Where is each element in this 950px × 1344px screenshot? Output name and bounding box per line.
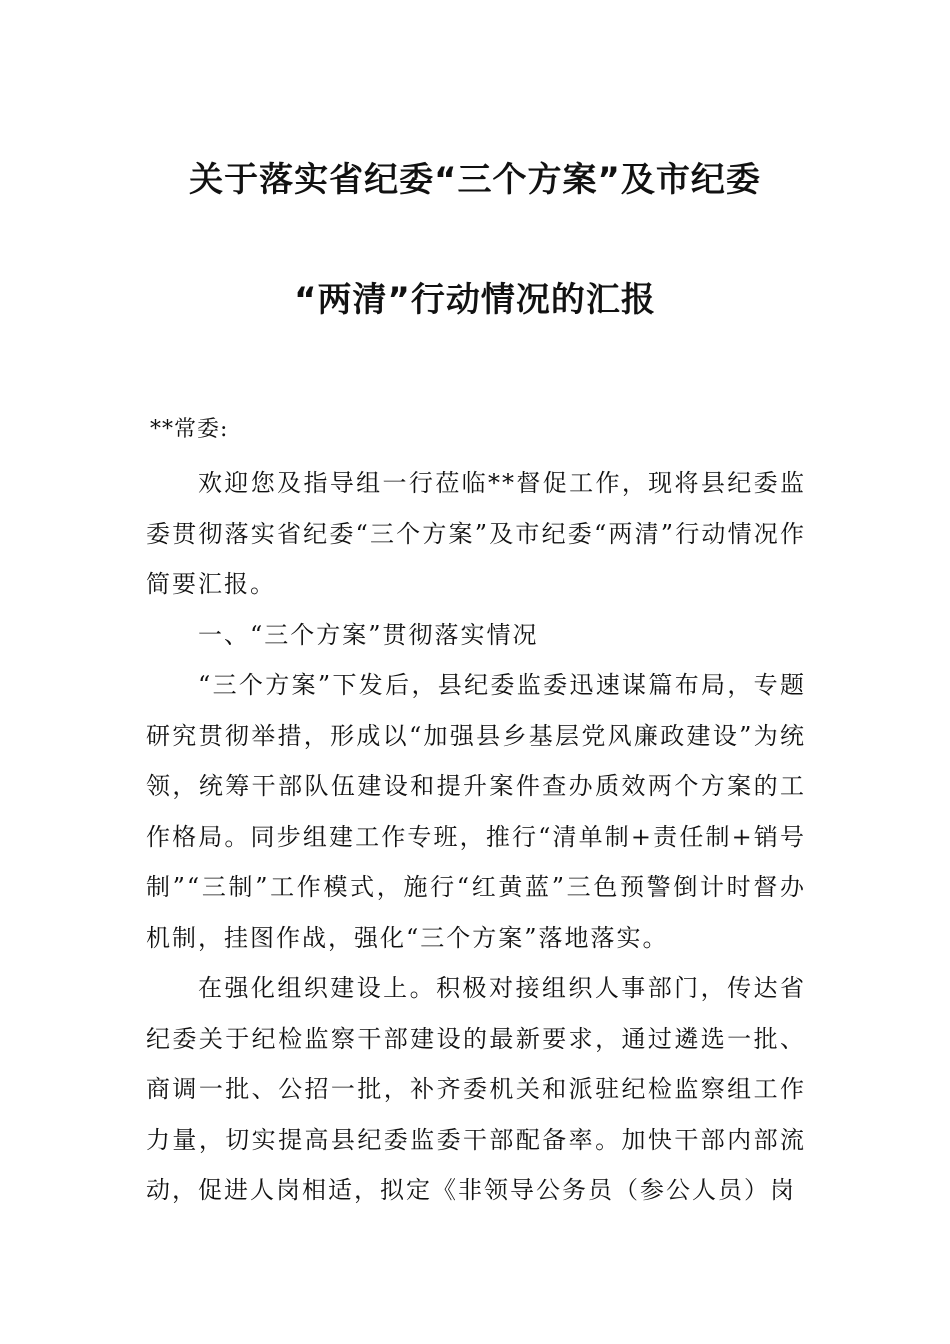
document-title-line-1: 关于落实省纪委“三个方案”及市纪委 xyxy=(189,160,761,200)
paragraph-organization: 在强化组织建设上。积极对接组织人事部门，传达省纪委关于纪检监察干部建设的最新要求，通过遴选一批、商调一批、公招一批，补齐委机关和派驻纪检监察组工作力量，切实提高县纪委监委干部配备率。加快干部内部流动，促进人岗相适，拟定《非领导公务员（参公人员）岗 xyxy=(146,974,806,1204)
paragraph-section-1: “三个方案”下发后，县纪委监委迅速谋篇布局，专题研究贯彻举措，形成以“加强县乡基层党风廉政建设”为统领，统筹干部队伍建设和提升案件查办质效两个方案的工作格局。同步组建工作专班，推行“清单制+责任制+销号制”“三制”工作模式，施行“红黄蓝”三色预警倒计时督办机制，挂图作战，强化“三个方案”落地落实。 xyxy=(146,671,806,952)
paragraph-intro: 欢迎您及指导组一行莅临**督促工作，现将县纪委监委贯彻落实省纪委“三个方案”及市纪委“两清”行动情况作简要汇报。 xyxy=(146,469,806,598)
document-body xyxy=(146,458,806,1216)
section-heading-1: 一、“三个方案”贯彻落实情况 xyxy=(198,620,539,649)
salutation: **常委: xyxy=(150,417,229,442)
document-title-line-2: “两清”行动情况的汇报 xyxy=(294,280,656,320)
